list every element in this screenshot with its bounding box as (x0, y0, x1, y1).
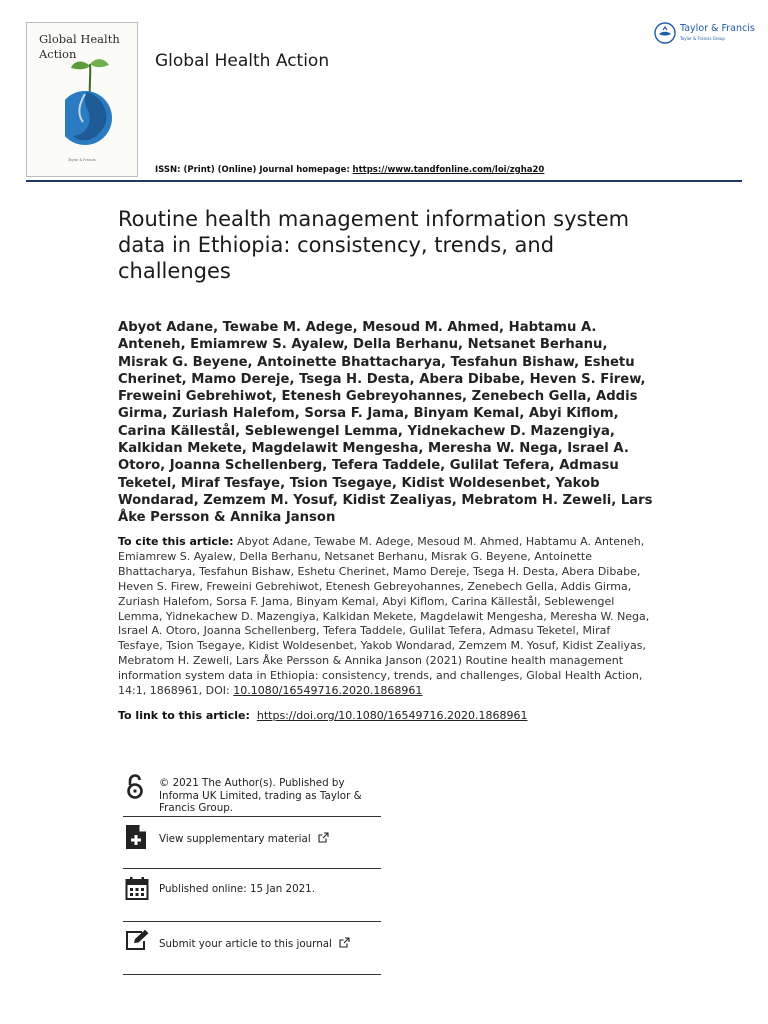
cover-publisher-mark: Taylor & Francis (68, 158, 96, 162)
publisher-name: Taylor & Francis (680, 23, 755, 34)
cover-art-icon (65, 56, 115, 148)
submit-row[interactable] (123, 929, 381, 969)
citation-label: To cite this article: (118, 535, 234, 548)
citation-text: Abyot Adane, Tewabe M. Adege, Mesoud M. Ahmed, Habtamu A. Anteneh, Emiamrew S. Ayalew, Della Berhanu, Netsanet Berhanu, Misrak G. Beyene, Antoinette Bhattacharya, Tesfahun Bishaw, Eshetu Cherinet, Mamo Dereje, Tsega H. Desta, Abera Dibabe, Heven S. Firew, Freweini Gebrehiwot, Etenesh Gebreyohannes, Zenebech Gella, Addis Girma, Zuriash Halefom, Sorsa F. Jama, Binyam Kemal, Abyi Kiflom, Carina Källestål, Seblewengel Lemma, Yidnekachew D. Mazengiya, Kalkidan Mekete, Magdelawit Mengesha, Meresha W. Nega, Israel A. Otoro, Joanna Schellenberg, Tefera Taddele, Gulilat Tefera, Admasu Teketel, Miraf Tesfaye, Tsion Tsegaye, Kidist Woldesenbet, Yakob Wondarad, Zemzem M. Yosuf, Kidist Zealiyas, Mebratom H. Zeweli, Lars Åke Persson & Annika Janson (2021) Routine health management information system data in Ethiopia: consistency, trends, and challenges, Global Health Action, 14:1, 1868961, DOI: (118, 535, 650, 698)
calendar-icon (125, 876, 149, 900)
copyright-row (123, 772, 381, 816)
submit-link[interactable] (159, 937, 350, 951)
taylor-francis-logo-icon (654, 22, 676, 44)
external-link-icon (318, 832, 329, 843)
open-access-icon (125, 774, 145, 800)
article-title: Routine health management information system data in Ethiopia: consistency, trends, and challenges (118, 207, 630, 283)
submit-label: Submit your article to this journal (159, 938, 332, 950)
supplementary-label: View supplementary material (159, 833, 311, 845)
published-date: Published online: 15 Jan 2021. (159, 883, 315, 895)
external-link-icon (339, 937, 350, 948)
supplementary-row[interactable] (123, 824, 381, 864)
citation-block (118, 535, 658, 699)
file-plus-icon (125, 824, 147, 850)
article-link-line (118, 709, 527, 722)
citation-doi-link[interactable]: 10.1080/16549716.2020.1868961 (233, 684, 423, 698)
supplementary-link[interactable] (159, 832, 329, 846)
info-divider (123, 921, 381, 922)
info-divider (123, 816, 381, 817)
issn-label: ISSN: (Print) (Online) Journal homepage: (155, 165, 350, 175)
edit-icon (125, 929, 151, 951)
journal-cover (26, 22, 138, 177)
published-row (123, 875, 381, 915)
info-divider (123, 974, 381, 975)
publisher-sub: Taylor & Francis Group (680, 36, 725, 41)
issn-line (155, 165, 544, 175)
author-list: Abyot Adane, Tewabe M. Adege, Mesoud M. Ahmed, Habtamu A. Anteneh, Emiamrew S. Ayalew, Della Berhanu, Netsanet Berhanu, Misrak G. Beyene, Antoinette Bhattacharya, Tesfahun Bishaw, Eshetu Cherinet, Mamo Dereje, Tsega H. Desta, Abera Dibabe, Heven S. Firew, Freweini Gebrehiwot, Etenesh Gebreyohannes, Zenebech Gella, Addis Girma, Zuriash Halefom, Sorsa F. Jama, Binyam Kemal, Abyi Kiflom, Carina Källestål, Seblewengel Lemma, Yidnekachew D. Mazengiya, Kalkidan Mekete, Magdelawit Mengesha, Meresha W. Nega, Israel A. Otoro, Joanna Schellenberg, Tefera Taddele, Gulilat Tefera, Admasu Teketel, Miraf Tesfaye, Tsion Tsegaye, Kidist Woldesenbet, Yakob Wondarad, Zemzem M. Yosuf, Kidist Zealiyas, Mebratom H. Zeweli, Lars Åke Persson & Annika Janson (118, 320, 653, 526)
copyright-text: © 2021 The Author(s). Published by Informa UK Limited, trading as Taylor & Francis Group. (159, 777, 362, 814)
link-label: To link to this article: (118, 709, 250, 722)
journal-homepage-link[interactable]: https://www.tandfonline.com/loi/zgha20 (352, 165, 545, 175)
article-doi-link[interactable]: https://doi.org/10.1080/16549716.2020.1868961 (256, 709, 528, 722)
cover-title: Global Health Action (39, 32, 120, 61)
header-divider (26, 180, 742, 182)
journal-name: Global Health Action (155, 51, 330, 71)
info-divider (123, 868, 381, 869)
